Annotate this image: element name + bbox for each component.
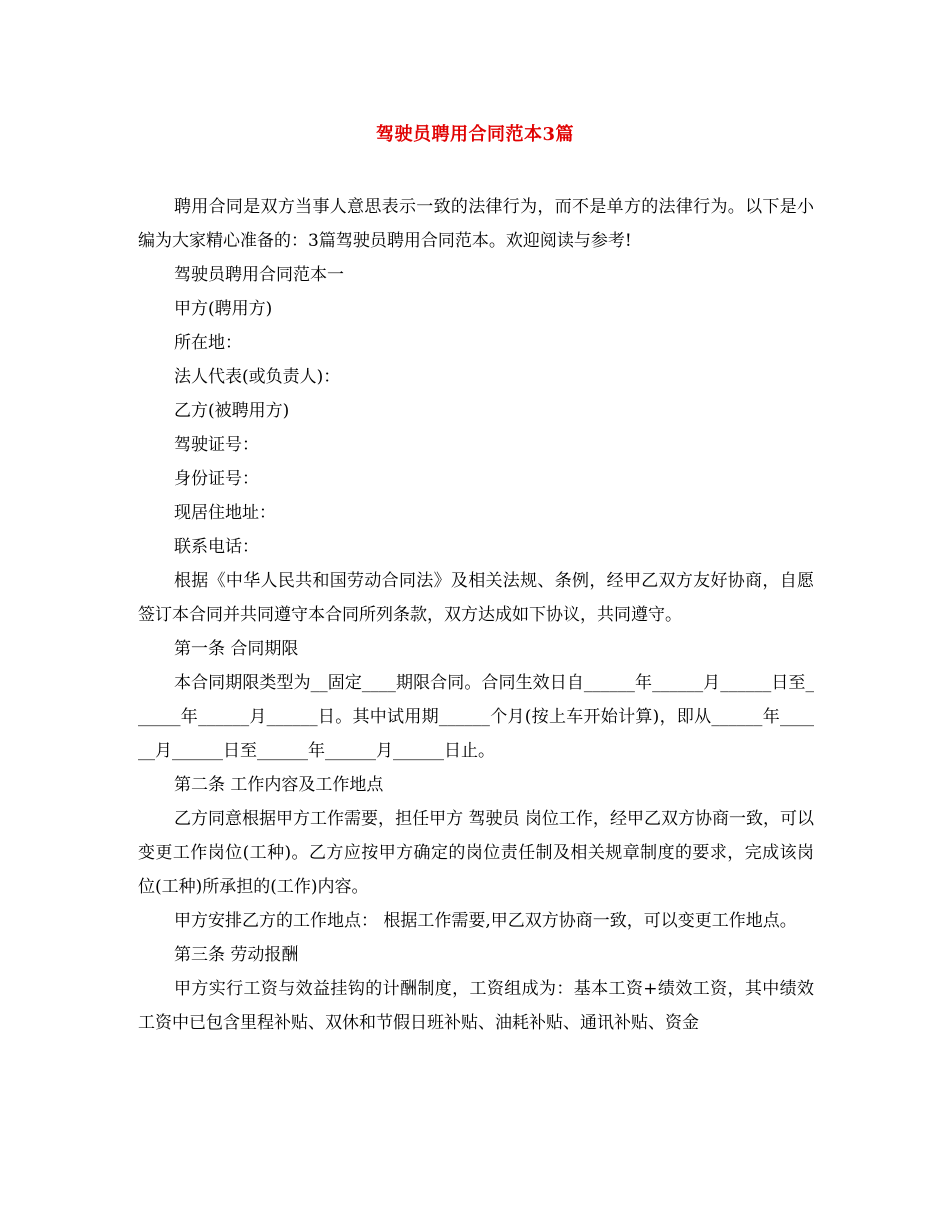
section-heading: 驾驶员聘用合同范本一 bbox=[174, 265, 344, 285]
preamble-paragraph: 根据《中华人民共和国劳动合同法》及相关法规、条例，经甲乙双方友好协商，自愿签订本合同并共同遵守本合同所列条款，双方达成如下协议，共同遵守。 bbox=[138, 571, 814, 625]
party-a-label: 甲方(聘用方) bbox=[174, 299, 273, 319]
party-b-label: 乙方(被聘用方) bbox=[174, 401, 290, 421]
document-title: 驾驶员聘用合同范本3篇 bbox=[375, 124, 575, 145]
id-number-field: 身份证号： bbox=[174, 469, 259, 489]
document-body bbox=[138, 190, 814, 1040]
article-2-heading: 第二条 工作内容及工作地点 bbox=[174, 775, 384, 795]
phone-field: 联系电话： bbox=[174, 537, 259, 557]
article-3-body: 甲方实行工资与效益挂钩的计酬制度，工资组成为：基本工资+绩效工资，其中绩效工资中已包含里程补贴、双休和节假日班补贴、油耗补贴、通讯补贴、资金 bbox=[138, 979, 814, 1033]
article-2-location: 甲方安排乙方的工作地点： 根据工作需要,甲乙双方协商一致，可以变更工作地点。 bbox=[174, 911, 797, 931]
article-2-body: 乙方同意根据甲方工作需要，担任甲方 驾驶员 岗位工作，经甲乙双方协商一致，可以变更工作岗位(工种)。乙方应按甲方确定的岗位责任制及相关规章制度的要求，完成该岗位(工种)所承担的(工作)内容。 bbox=[138, 809, 814, 897]
article-1-body: 本合同期限类型为__固定____期限合同。合同生效日自______年______月______日至______年______月______日。其中试用期______个月(按上车开始计算)，即从______年______月______日至______年______月______日止。 bbox=[138, 673, 814, 761]
article-3-heading: 第三条 劳动报酬 bbox=[174, 945, 299, 965]
address-field: 现居住地址： bbox=[174, 503, 276, 523]
article-1-heading: 第一条 合同期限 bbox=[174, 639, 299, 659]
intro-paragraph: 聘用合同是双方当事人意思表示一致的法律行为，而不是单方的法律行为。以下是小编为大家精心准备的：3篇驾驶员聘用合同范本。欢迎阅读与参考! bbox=[138, 197, 814, 251]
driver-license-field: 驾驶证号： bbox=[174, 435, 259, 455]
party-a-legal-rep: 法人代表(或负责人)： bbox=[174, 367, 341, 387]
party-a-location: 所在地： bbox=[174, 333, 242, 353]
